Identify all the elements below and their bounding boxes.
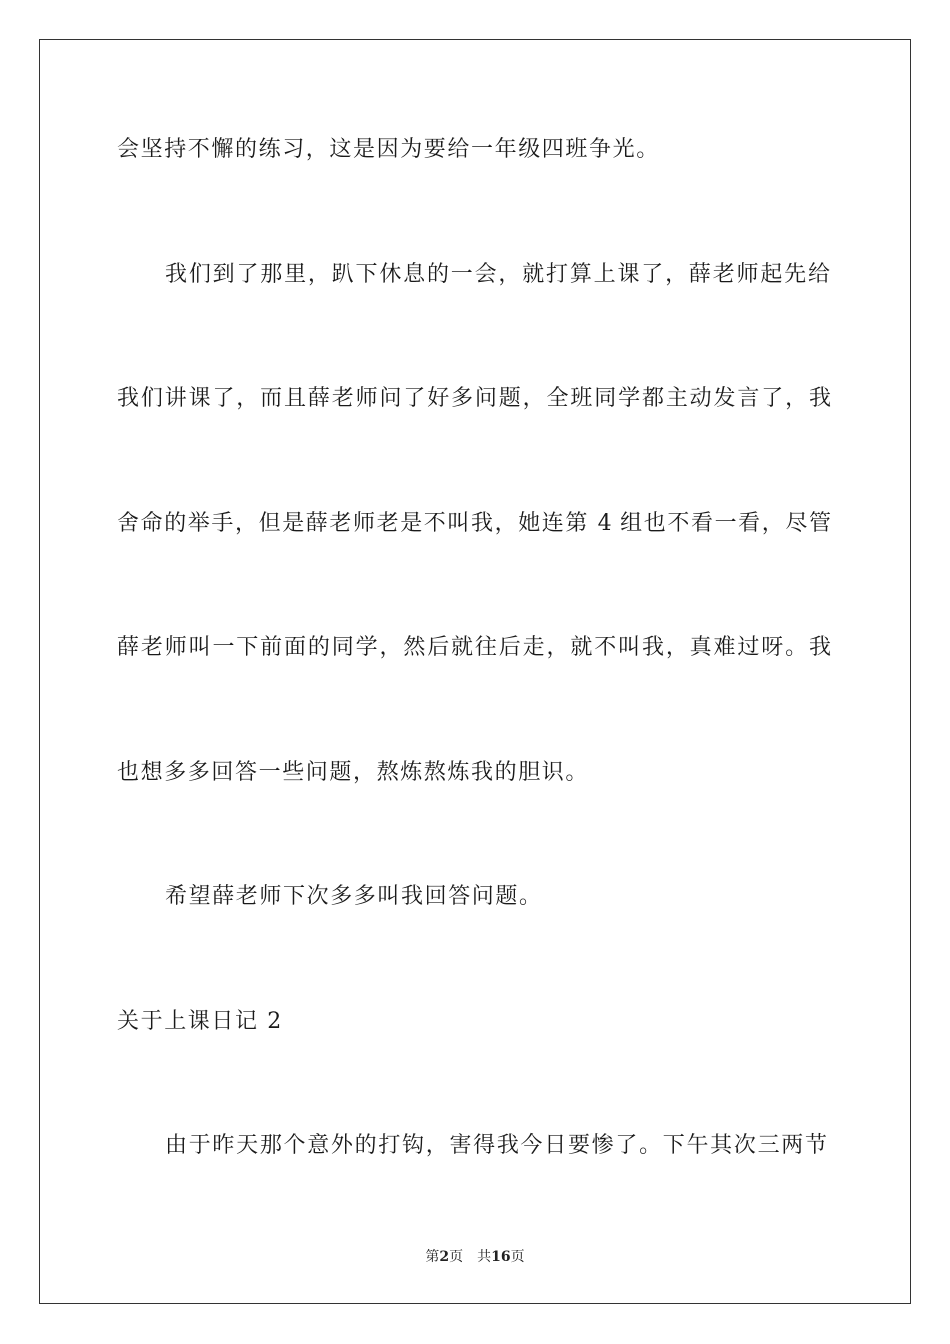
page-border — [39, 39, 911, 1304]
paragraph-line-5: 薛老师叫一下前面的同学，然后就往后走，就不叫我，真难过呀。我 — [117, 635, 831, 660]
page-suffix: 页 — [449, 1249, 464, 1265]
paragraph-line-1: 会坚持不懈的练习，这是因为要给一年级四班争光。 — [117, 137, 660, 162]
total-prefix: 共 — [477, 1249, 492, 1265]
paragraph-line-3: 我们讲课了，而且薛老师问了好多问题，全班同学都主动发言了，我 — [117, 386, 831, 411]
section-heading: 关于上课日记 2 — [117, 1009, 283, 1034]
paragraph-line-6: 也想多多回答一些问题，熬炼熬炼我的胆识。 — [117, 760, 590, 785]
paragraph-line-2: 我们到了那里，趴下休息的一会，就打算上课了，薛老师起先给 — [165, 262, 830, 287]
page-footer — [0, 1247, 950, 1267]
page-prefix: 第 — [425, 1249, 440, 1265]
paragraph-line-8: 由于昨天那个意外的打钩，害得我今日要惨了。下午其次三两节 — [165, 1133, 827, 1158]
total-suffix: 页 — [510, 1249, 525, 1265]
current-page-number: 2 — [439, 1249, 450, 1265]
total-page-number: 16 — [491, 1249, 511, 1265]
paragraph-line-4: 舍命的举手，但是薛老师老是不叫我，她连第 4 组也不看一看，尽管 — [117, 511, 831, 536]
paragraph-line-7: 希望薛老师下次多多叫我回答问题。 — [165, 884, 543, 909]
